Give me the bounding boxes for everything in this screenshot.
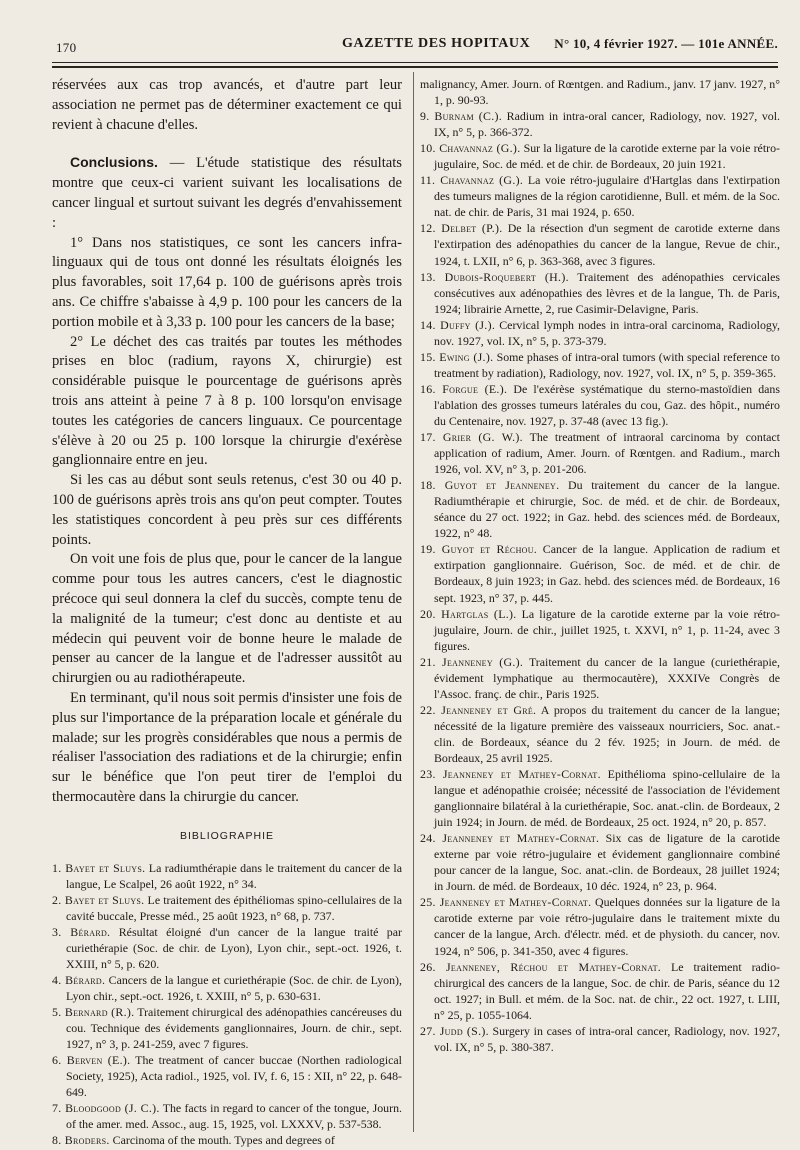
bibliography-entry: 25. Jeanneney et Mathey-Cornat. Quelques données sur la ligature de la carotide externe par voie rétro-jugulaire dans le traitement mixte du cancer de la langue, Arch. d'électr. méd. et de physioth. du cancer, nov. 1924, n° 506, p. 341-350, avec 4 figures. <box>420 895 780 958</box>
bibliography-entry: 15. Ewing (J.). Some phases of intra-oral tumors (with special reference to treatment by radiation), Radiology, nov. 1927, vol. IX, n° 5, p. 359-365. <box>420 349 780 380</box>
bibliography-entry: 26. Jeanneney, Réchou et Mathey-Cornat. Le traitement radio-chirurgical des cancers de la langue, Soc. de chir. de Paris, séance du 12 oct. 1927; in Bull. et mém. de la Soc. nat. de chir., 22 oct. 1927, t. LIII, n° 25, p. 1055-1064. <box>420 959 780 1022</box>
paragraph: 1° Dans nos statistiques, ce sont les cancers infra-linguaux qui de tous ont donné les résultats éloignés les plus favorables, soit 17,64 p. 100 de guérisons après trois ans. Ce chiffre s'abaisse à 4,9 p. 100 pour les cancers de la portion mobile et à 3,33 p. 100 pour les cancers de la base; <box>52 234 402 330</box>
paragraph: Conclusions. — L'étude statistique des résultats montre que ceux-ci varient suivant les localisations de cancer lingual et surtout suivant les degrés d'envahissement : <box>52 154 402 231</box>
bibliography-entry: 27. Judd (S.). Surgery in cases of intra-oral cancer, Radiology, nov. 1927, vol. IX, n° 5, p. 380-387. <box>420 1023 780 1054</box>
issue-info: N° 10, 4 février 1927. — 101e ANNÉE. <box>554 36 778 51</box>
section-heading: Conclusions. <box>70 154 158 171</box>
bibliography-entry: 16. Forgue (E.). De l'exérèse systématique du sterno-mastoïdien dans l'ablation des grosses tumeurs latérales du cou, Gaz. des hôpit., numéro du Centenaire, nov. 1927, p. 37-48 (avec 13 fig.). <box>420 381 781 428</box>
page-number: 170 <box>56 40 77 55</box>
page-header <box>52 32 778 60</box>
bibliography-entry: 10. Chavannaz (G.). Sur la ligature de la carotide externe par la voie rétro-jugulaire, Soc. de méd. et de chir. de Bordeaux, 20 juin 1921. <box>420 141 780 172</box>
bibliography-entry: 1. Bayet et Sluys. La radiumthérapie dans le traitement du cancer de la langue, Le Scalpel, 26 août 1922, n° 34. <box>52 860 402 891</box>
paragraph: Si les cas au début sont seuls retenus, c'est 30 ou 40 p. 100 de guérisons après trois ans qu'on peut compter. Toutes les statistiques concordent à peu près sur ces différents points. <box>52 472 402 548</box>
bibliography-entry: 8. Broders. Carcinoma of the mouth. Types and degrees of <box>52 1132 335 1147</box>
bibliography-entry: 24. Jeanneney et Mathey-Cornat. Six cas de ligature de la carotide externe par voie rétro-jugulaire et évidement ganglionnaire combiné pour cancer de la langue, Soc. anat.-clin. de Bordeaux, 28 juillet 1924; in Journ. de méd. de Bordeaux, 10 déc. 1924, n° 23, p. 964. <box>420 831 780 894</box>
paragraph: On voit une fois de plus que, pour le cancer de la langue comme pour tous les autres cancers, c'est le diagnostic précoce qui seul donnera la clef du succès, compte tenu de la malignité de la tumeur; c'est donc au dentiste et au médecin qui peuvent voir de bonne heure le malade de penser au cancer de la langue et de l'adresser aussitôt au chirurgien ou au radiothérapeute. <box>52 551 402 687</box>
bibliography-entry: malignancy, Amer. Journ. of Rœntgen. and Radium., janv. 17 janv. 1927, n° 1, p. 90-93. <box>420 77 780 108</box>
bibliography-entry: 23. Jeanneney et Mathey-Cornat. Epithélioma spino-cellulaire de la langue et adénopathie croisée; nécessité de l'association de l'évidement ganglionnaire bilatéral à la curiethérapie, Soc. anat.-clin. de Bordeaux, 2 juin 1924; in Journ. de méd. de Bordeaux, 25 oct. 1924, n° 20, p. 857. <box>420 767 780 830</box>
bibliography-entry: 19. Guyot et Réchou. Cancer de la langue. Application de radium et extirpation ganglionnaire. Guérison, Soc. de méd. et de chir. de Bordeaux, 8 juin 1923; in Gaz. hebd. des sciences méd. de Bordeaux, 16 sept. 1923, n° 37, p. 445. <box>420 542 780 605</box>
bibliography-entry: 14. Duffy (J.). Cervical lymph nodes in intra-oral carcinoma, Radiology, nov. 1927, vol. IX, n° 5, p. 373-379. <box>420 317 780 348</box>
bibliography-entry: 22. Jeanneney et Gré. A propos du traitement du cancer de la langue; nécessité de la ligature première des vaisseaux nourriciers, Soc. anat.-clin. de Bordeaux, séance du 2 fév. 1925; in Journ. de méd. de Bordeaux, 25 avril 1925. <box>420 702 780 765</box>
bibliography-entry: 11. Chavannaz (G.). La voie rétro-jugulaire d'Hartglas dans l'extirpation des tumeurs malignes de la région carotidienne, Bull. et mém. de la Soc. nat. de chir. de Paris, 31 mai 1924, p. 650. <box>420 173 781 220</box>
left-column <box>52 76 402 1148</box>
header-rule-thick <box>52 66 778 68</box>
bibliography-entry: 2. Bayet et Sluys. Le traitement des épithéliomas spino-cellulaires de la cavité buccale, Presse méd., 25 août 1923, n° 68, p. 737. <box>52 892 402 923</box>
bibliography-entry: 9. Burnam (C.). Radium in intra-oral cancer, Radiology, nov. 1927, vol. IX, n° 5, p. 366-372. <box>420 109 780 140</box>
header-rule <box>52 62 778 63</box>
bibliography-entry: 17. Grier (G. W.). The treatment of intraoral carcinoma by contact application of radium, Amer. Journ. of Rœntgen. and Radium., march 1926, vol. XV, n° 3, p. 201-206. <box>420 430 780 477</box>
bibliography-entry: 6. Berven (E.). The treatment of cancer buccae (Northen radiological Society, 1925), Acta radiol., 1925, vol. IV, f. 6, 15 : XII, n° 22, p. 648-649. <box>52 1052 402 1099</box>
bibliography-entry: 7. Bloodgood (J. C.). The facts in regard to cancer of the tongue, Journ. of the amer. med. Assoc., aug. 15, 1925, vol. LXXXV, p. 537-538. <box>52 1100 402 1131</box>
bibliography-list-left <box>52 860 402 1148</box>
bibliography-title: BIBLIOGRAPHIE <box>179 829 275 842</box>
bibliography-entry: 5. Bernard (R.). Traitement chirurgical des adénopathies cancéreuses du cou. Technique des évidements ganglionnaires, Journ. de chir., sept. 1927, n° 3, p. 241-259, avec 7 figures. <box>52 1004 403 1051</box>
bibliography-entry: 21. Jeanneney (G.). Traitement du cancer de la langue (curiethérapie, évidement lymphatique au thermocautère), XXXIVe Congrès de l'Assoc. franç. de chir., Paris 1925. <box>420 654 780 701</box>
right-column <box>420 76 780 1055</box>
journal-title: GAZETTE DES HOPITAUX <box>342 36 531 51</box>
bibliography-entry: 13. Dubois-Roquebert (H.). Traitement des adénopathies cervicales consécutives aux adénopathies des lèvres et de la langue, Th. de Paris, 1924; librairie Arnette, 2, rue Casimir-Delavigne, Paris. <box>420 269 780 316</box>
bibliography-entry: 4. Bérard. Cancers de la langue et curiethérapie (Soc. de chir. de Lyon), Lyon chir., sept.-oct. 1926, t. XXIII, n° 5, p. 630-631. <box>52 972 402 1003</box>
bibliography-list-right <box>420 76 780 1055</box>
paragraph: En terminant, qu'il nous soit permis d'insister une fois de plus sur l'importance de la préparation locale et générale du malade; sur les progrès considérables que nous a permis de réaliser l'association des radiations et de la chirurgie; enfin sur le bénéfice que l'on peut tirer de l'emploi du thermocautère dans la chirurgie du cancer. <box>52 689 402 805</box>
bibliography-entry: 18. Guyot et Jeanneney. Du traitement du cancer de la langue. Radiumthérapie et chirurgie, Soc. de méd. et de chir. de Bordeaux, séance du 27 oct. 1922; in Gaz. hebd. des sciences méd. de Bordeaux, 1922, n° 48. <box>420 478 780 541</box>
column-separator <box>413 72 414 1132</box>
bibliography-entry: 3. Bérard. Résultat éloigné d'un cancer de la langue traité par curiethérapie (Soc. de chir. de Lyon), Lyon chir., sept.-oct. 1926, t. XXIII, n° 5, p. 620. <box>52 924 402 971</box>
paragraph: 2° Le déchet des cas traités par toutes les méthodes prises en bloc (radium, rayons X, chirurgie) est considérable puisque le pourcentage de guérisons après trois ans atteint à peine 7 à 8 p. 100 lorsqu'on envisage toutes les catégories de cancers linguaux. Ce pourcentage s'élève à 20 ou 25 p. 100 lorsque la chirurgie d'exérèse ganglionnaire entre en jeu. <box>52 333 402 469</box>
bibliography-entry: 12. Delbet (P.). De la résection d'un segment de carotide externe dans l'extirpation des adénopathies du cancer de la langue, Revue de chir., 1924, t. LXII, n° 6, p. 363-368, avec 3 figures. <box>420 221 780 268</box>
bibliography-entry: 20. Hartglas (L.). La ligature de la carotide externe par la voie rétro-jugulaire, Journ. de chir., juillet 1925, t. XXVI, n° 1, p. 11-24, avec 3 figures. <box>420 606 780 653</box>
paragraph: réservées aux cas trop avancés, et d'autre part leur association ne permet pas de déterminer exactement ce qui revient à chacune d'elles. <box>52 77 402 133</box>
